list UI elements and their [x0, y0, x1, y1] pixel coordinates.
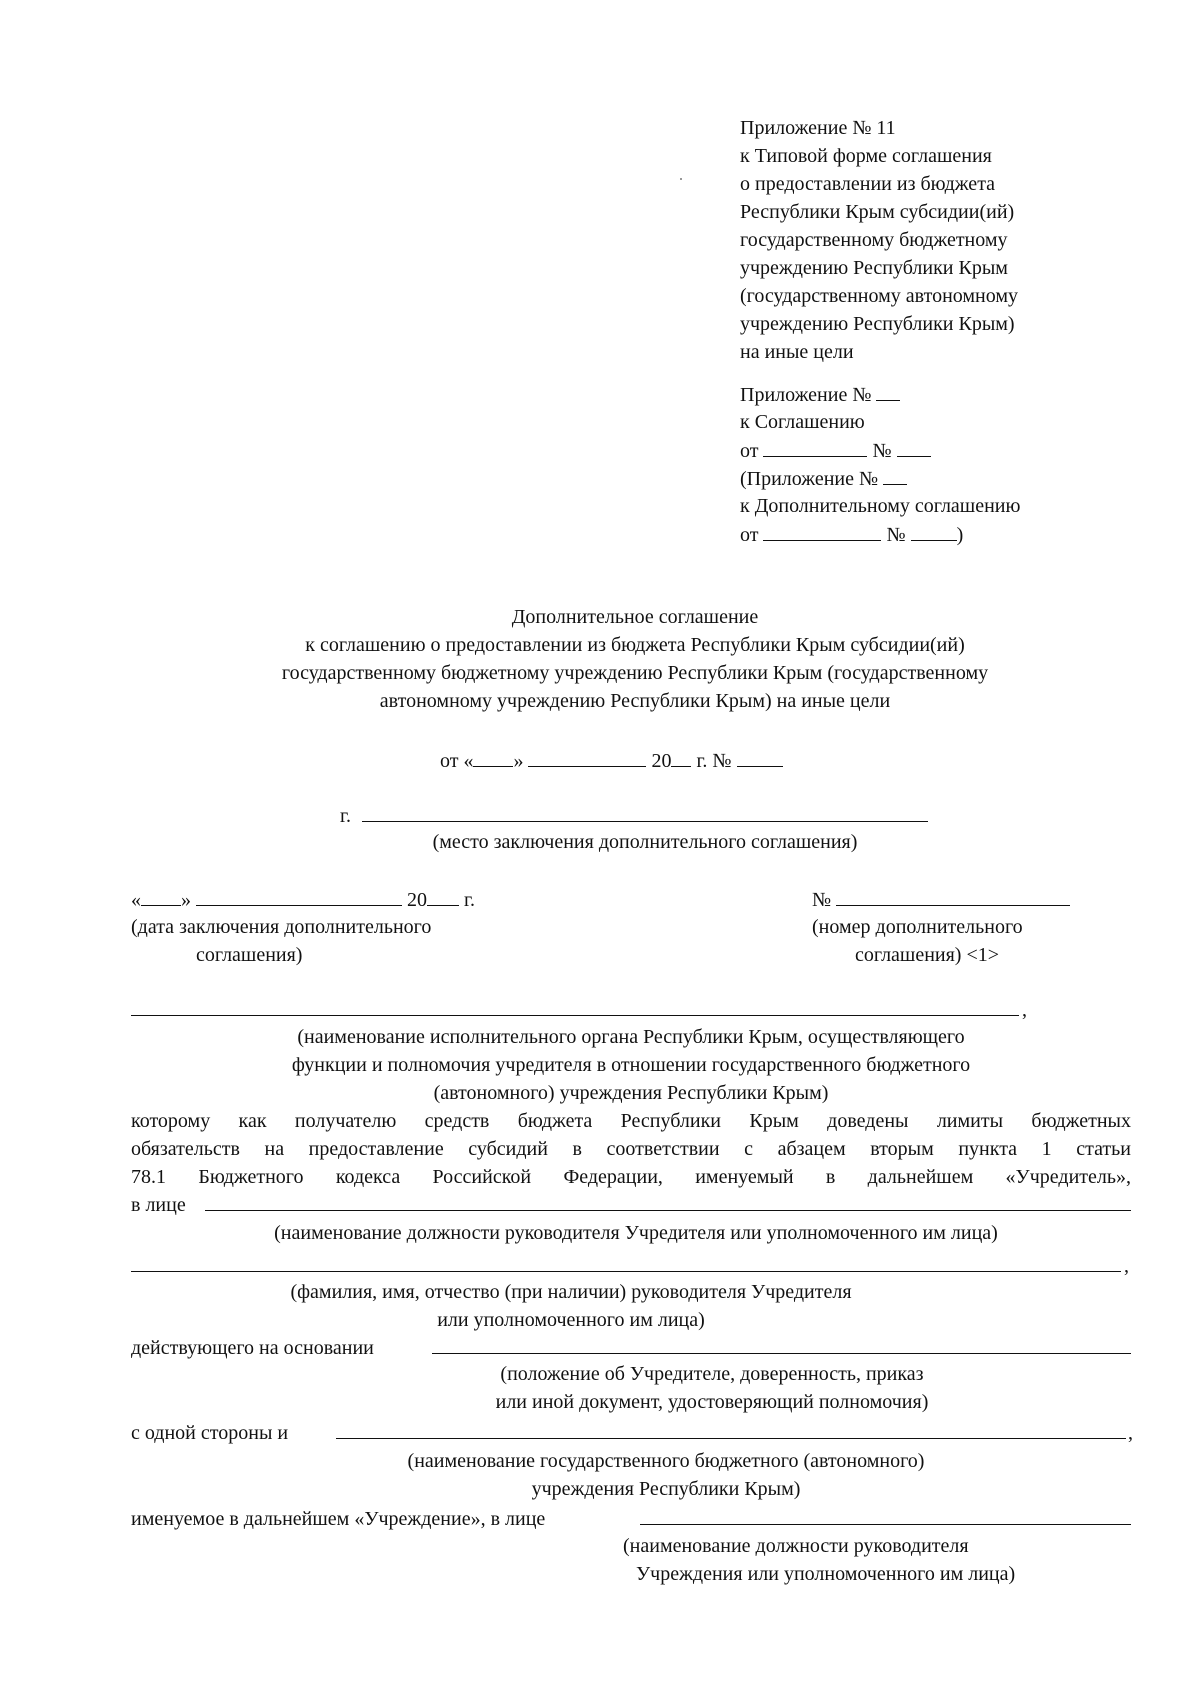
- founder-fullname-comma: ,: [1124, 1255, 1129, 1277]
- year-field[interactable]: [671, 746, 691, 767]
- one-side-label: с одной стороны и: [131, 1422, 289, 1444]
- supplement-appendix-line: (Приложение №: [740, 464, 907, 493]
- appendix-line: (государственному автономному: [740, 285, 1019, 307]
- founder-caption: (наименование исполнительного органа Республики Крым, осуществляющего: [297, 1026, 965, 1048]
- founder-basis-caption: (положение об Учредителе, доверенность, приказ: [500, 1363, 924, 1385]
- founder-basis-caption: или иной документ, удостоверяющий полномочия): [495, 1391, 929, 1413]
- appendix-line: учреждению Республики Крым): [740, 313, 1015, 335]
- founder-body-line: обязательств на предоставление субсидий в соответствии с абзацем вторым пункта 1 статьи: [131, 1138, 1131, 1160]
- acting-basis-label: действующего на основании: [131, 1337, 374, 1359]
- founder-comma: ,: [1022, 999, 1027, 1021]
- agreement-number-field[interactable]: [897, 436, 931, 457]
- conclusion-date-line: « » 20 г.: [131, 885, 475, 914]
- appendix-line: государственному бюджетному: [740, 229, 1008, 251]
- supplement-number-input[interactable]: [836, 885, 1070, 906]
- conclusion-date-caption: соглашения): [196, 944, 303, 966]
- founder-fullname-field[interactable]: [131, 1271, 1121, 1272]
- scan-speck: [680, 178, 682, 180]
- appendix-line: к Типовой форме соглашения: [740, 145, 992, 167]
- founder-position-caption: (наименование должности руководителя Учредителя или уполномоченного им лица): [274, 1222, 998, 1244]
- institution-name-field[interactable]: [336, 1438, 1126, 1439]
- place-prefix: г.: [340, 805, 351, 827]
- institution-name-caption: учреждения Республики Крым): [531, 1478, 801, 1500]
- appendix-line: учреждению Республики Крым: [740, 257, 1008, 279]
- title-line: автономному учреждению Республики Крым) на иные цели: [379, 690, 891, 712]
- title-line: Дополнительное соглашение: [511, 606, 759, 628]
- supplement-date-number-line: от « » 20 г. №: [440, 746, 783, 775]
- institution-position-field[interactable]: [640, 1524, 1131, 1525]
- agreement-date-field[interactable]: [763, 436, 867, 457]
- place-field[interactable]: [362, 821, 928, 822]
- supplement-number-line: №: [812, 885, 1070, 914]
- founder-position-field[interactable]: [205, 1210, 1131, 1211]
- title-line: к соглашению о предоставлении из бюджета Республики Крым субсидии(ий): [305, 634, 965, 656]
- conclusion-day-field[interactable]: [141, 885, 181, 906]
- to-agreement-line: к Соглашению: [740, 411, 865, 433]
- founder-fullname-caption: (фамилия, имя, отчество (при наличии) руководителя Учредителя: [290, 1281, 852, 1303]
- conclusion-month-field[interactable]: [196, 885, 402, 906]
- in-person-label: в лице: [131, 1194, 186, 1216]
- title-line: государственному бюджетному учреждению Республики Крым (государственному: [281, 662, 989, 684]
- founder-body-line: которому как получателю средств бюджета Республики Крым доведены лимиты бюджетных: [131, 1110, 1131, 1132]
- agreement-date-line: от №: [740, 436, 931, 465]
- conclusion-year-field[interactable]: [427, 885, 459, 906]
- conclusion-date-caption: (дата заключения дополнительного: [131, 916, 432, 938]
- supplement-appendix-no-field[interactable]: [883, 464, 907, 485]
- supplement-number-caption: соглашения) <1>: [855, 944, 1000, 966]
- appendix-no-field[interactable]: [876, 380, 900, 401]
- appendix-line: о предоставлении из бюджета: [740, 173, 996, 195]
- institution-position-caption: Учреждения или уполномоченного им лица): [636, 1563, 1016, 1585]
- institution-name-caption: (наименование государственного бюджетного (автономного): [407, 1450, 925, 1472]
- founder-fullname-caption: или уполномоченного им лица): [437, 1309, 705, 1331]
- month-field[interactable]: [528, 746, 646, 767]
- supplement-date-field[interactable]: [763, 520, 881, 541]
- founder-caption: (автономного) учреждения Республики Крым): [433, 1082, 829, 1104]
- appendix-line: Приложение № 11: [740, 117, 896, 139]
- institution-position-caption: (наименование должности руководителя: [623, 1535, 969, 1557]
- day-field[interactable]: [473, 746, 513, 767]
- founder-name-field[interactable]: [131, 1015, 1019, 1016]
- founder-caption: функции и полномочия учредителя в отношении государственного бюджетного: [291, 1054, 971, 1076]
- supplement-date-line: от № ): [740, 520, 963, 549]
- institution-comma: ,: [1128, 1422, 1133, 1444]
- number-field[interactable]: [737, 746, 783, 767]
- founder-body-line: 78.1 Бюджетного кодекса Российской Федерации, именуемый в дальнейшем «Учредитель»,: [131, 1166, 1131, 1188]
- appendix-line: на иные цели: [740, 341, 854, 363]
- founder-basis-field[interactable]: [432, 1353, 1131, 1354]
- supplement-number-caption: (номер дополнительного: [812, 916, 1023, 938]
- appendix-no-line: Приложение №: [740, 380, 900, 409]
- named-hereafter-label: именуемое в дальнейшем «Учреждение», в лице: [131, 1508, 546, 1530]
- place-caption: (место заключения дополнительного соглашения): [432, 831, 858, 853]
- supplement-number-field[interactable]: [911, 520, 957, 541]
- appendix-line: Республики Крым субсидии(ий): [740, 201, 1015, 223]
- to-supplement-line: к Дополнительному соглашению: [740, 495, 1021, 517]
